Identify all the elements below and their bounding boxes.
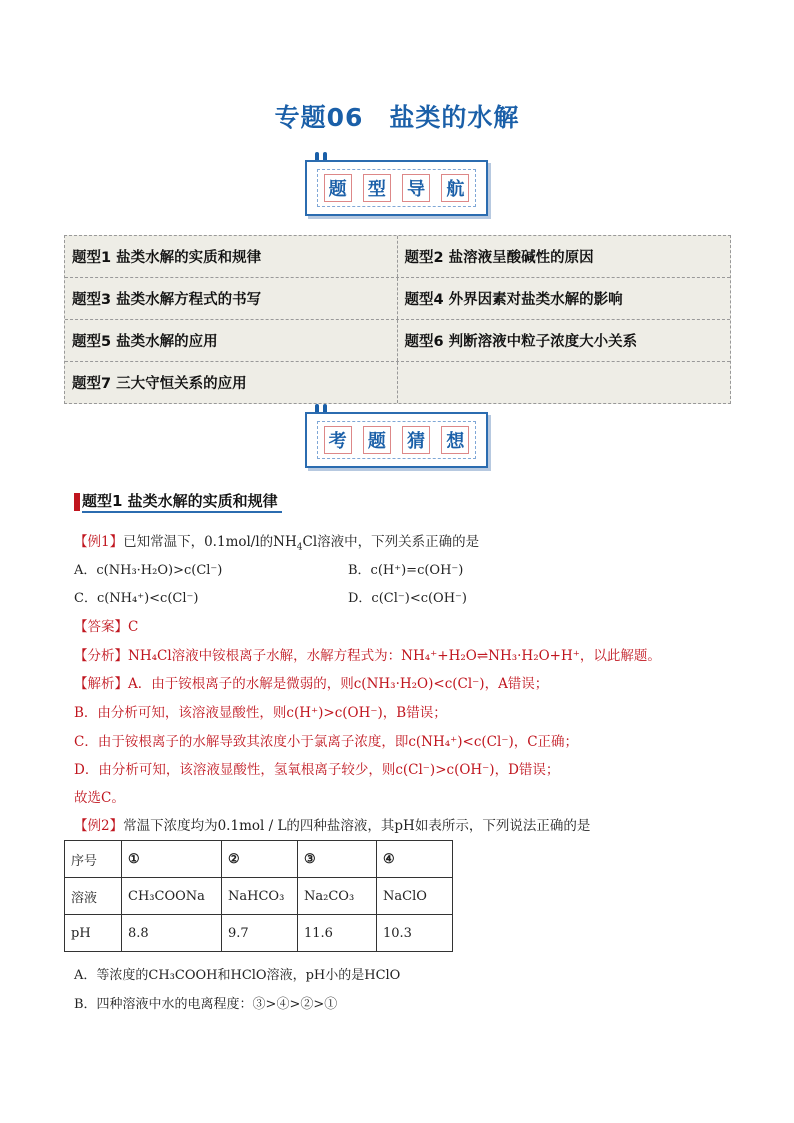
- stem-part: Cl溶液中，下列关系正确的是: [302, 534, 480, 550]
- conclusion: 故选C。: [74, 790, 125, 806]
- option-d: D．c(Cl⁻)<c(OH⁻): [348, 591, 467, 606]
- example2-stem: [74, 814, 590, 834]
- ph-table: [64, 840, 453, 952]
- stem-text: 常温下浓度均为0.1mol / L的四种盐溶液，其pH如表所示，下列说法正确的是: [123, 818, 591, 834]
- option-c: C．c(NH₄⁺)<c(Cl⁻): [74, 591, 199, 606]
- table-cell: CH₃COONa: [122, 878, 222, 915]
- banner-char: 型: [363, 174, 391, 202]
- example-tag: 【例1】: [74, 534, 124, 550]
- table-cell: 序号: [65, 841, 122, 878]
- table-cell: 溶液: [65, 878, 122, 915]
- section-marker: [74, 493, 80, 511]
- answer-tag: 【答案】: [74, 619, 128, 635]
- table-cell: 11.6: [298, 915, 377, 952]
- banner-char: 题: [363, 426, 391, 454]
- banner-char: 考: [324, 426, 352, 454]
- nav-item[interactable]: 题型2 盐溶液呈酸碱性的原因: [404, 250, 594, 266]
- table-cell: ②: [222, 841, 298, 878]
- section-heading: [74, 490, 282, 513]
- analysis-line: [74, 644, 661, 664]
- nav-item[interactable]: 题型5 盐类水解的应用: [65, 320, 398, 361]
- solution-line-a: [74, 672, 548, 692]
- banner-char: 航: [441, 174, 469, 202]
- nav-item[interactable]: 题型1 盐类水解的实质和规律: [65, 236, 398, 277]
- table-cell: 8.8: [122, 915, 222, 952]
- nav-item[interactable]: 题型4 外界因素对盐类水解的影响: [404, 292, 623, 308]
- banner-char: 想: [441, 426, 469, 454]
- table-cell: NaClO: [377, 878, 453, 915]
- nav-item-empty: [398, 362, 731, 403]
- ex2-option-a: A．等浓度的CH₃COOH和HClO溶液，pH小的是HClO: [74, 968, 401, 983]
- table-row: [65, 841, 453, 878]
- ex2-option-b: B．四种溶液中水的电离程度：③>④>②>①: [74, 997, 338, 1012]
- table-row: [65, 878, 453, 915]
- table-cell: pH: [65, 915, 122, 952]
- nav-item[interactable]: 题型7 三大守恒关系的应用: [65, 362, 398, 403]
- stem-part: 已知常温下，0.1mol/l的NH: [123, 534, 297, 550]
- table-cell: NaHCO₃: [222, 878, 298, 915]
- example-tag: 【例2】: [74, 818, 124, 834]
- nav-item[interactable]: 题型3 盐类水解方程式的书写: [65, 278, 398, 319]
- table-cell: 9.7: [222, 915, 298, 952]
- guess-banner: [305, 404, 488, 460]
- analysis-text: NH₄Cl溶液中铵根离子水解，水解方程式为：NH₄⁺+H₂O⇌NH₃·H₂O+H⁺，以此解题。: [128, 648, 661, 664]
- table-cell: ①: [122, 841, 222, 878]
- table-row: [65, 915, 453, 952]
- answer-value: C: [128, 619, 139, 635]
- banner-char: 题: [324, 174, 352, 202]
- banner-char: 猜: [402, 426, 430, 454]
- nav-item[interactable]: 题型6 判断溶液中粒子浓度大小关系: [404, 334, 638, 350]
- example1-stem: 【例1】已知常温下，0.1mol/l的$NH_4Cl$溶液中，下列关系正确的是: [74, 534, 480, 553]
- table-cell: ④: [377, 841, 453, 878]
- option-b: B．c(H⁺)=c(OH⁻): [348, 563, 464, 578]
- nav-banner: [305, 152, 488, 208]
- section-title: 题型1 盐类水解的实质和规律: [82, 490, 282, 513]
- solution-line-c: C．由于铵根离子的水解导致其浓度小于氯离子浓度，即c(NH₄⁺)<c(Cl⁻)，C正确；: [74, 734, 579, 750]
- table-cell: Na₂CO₃: [298, 878, 377, 915]
- topic-navigation-table: [64, 235, 731, 404]
- solution-line-d: D．由分析可知，该溶液显酸性，氢氧根离子较少，则c(Cl⁻)>c(OH⁻)，D错误；: [74, 762, 560, 778]
- page-title: 专题06 盐类的水解: [274, 103, 520, 132]
- table-cell: 10.3: [377, 915, 453, 952]
- answer-line: [74, 615, 138, 635]
- option-a: A．c(NH₃·H₂O)>c(Cl⁻): [74, 563, 223, 578]
- solution-tag: 【解析】: [74, 676, 128, 692]
- analysis-tag: 【分析】: [74, 648, 128, 664]
- solution-text: A．由于铵根离子的水解是微弱的，则c(NH₃·H₂O)<c(Cl⁻)，A错误；: [128, 676, 549, 692]
- solution-line-b: B．由分析可知，该溶液显酸性，则c(H⁺)>c(OH⁻)，B错误；: [74, 705, 447, 721]
- banner-char: 导: [402, 174, 430, 202]
- table-cell: ③: [298, 841, 377, 878]
